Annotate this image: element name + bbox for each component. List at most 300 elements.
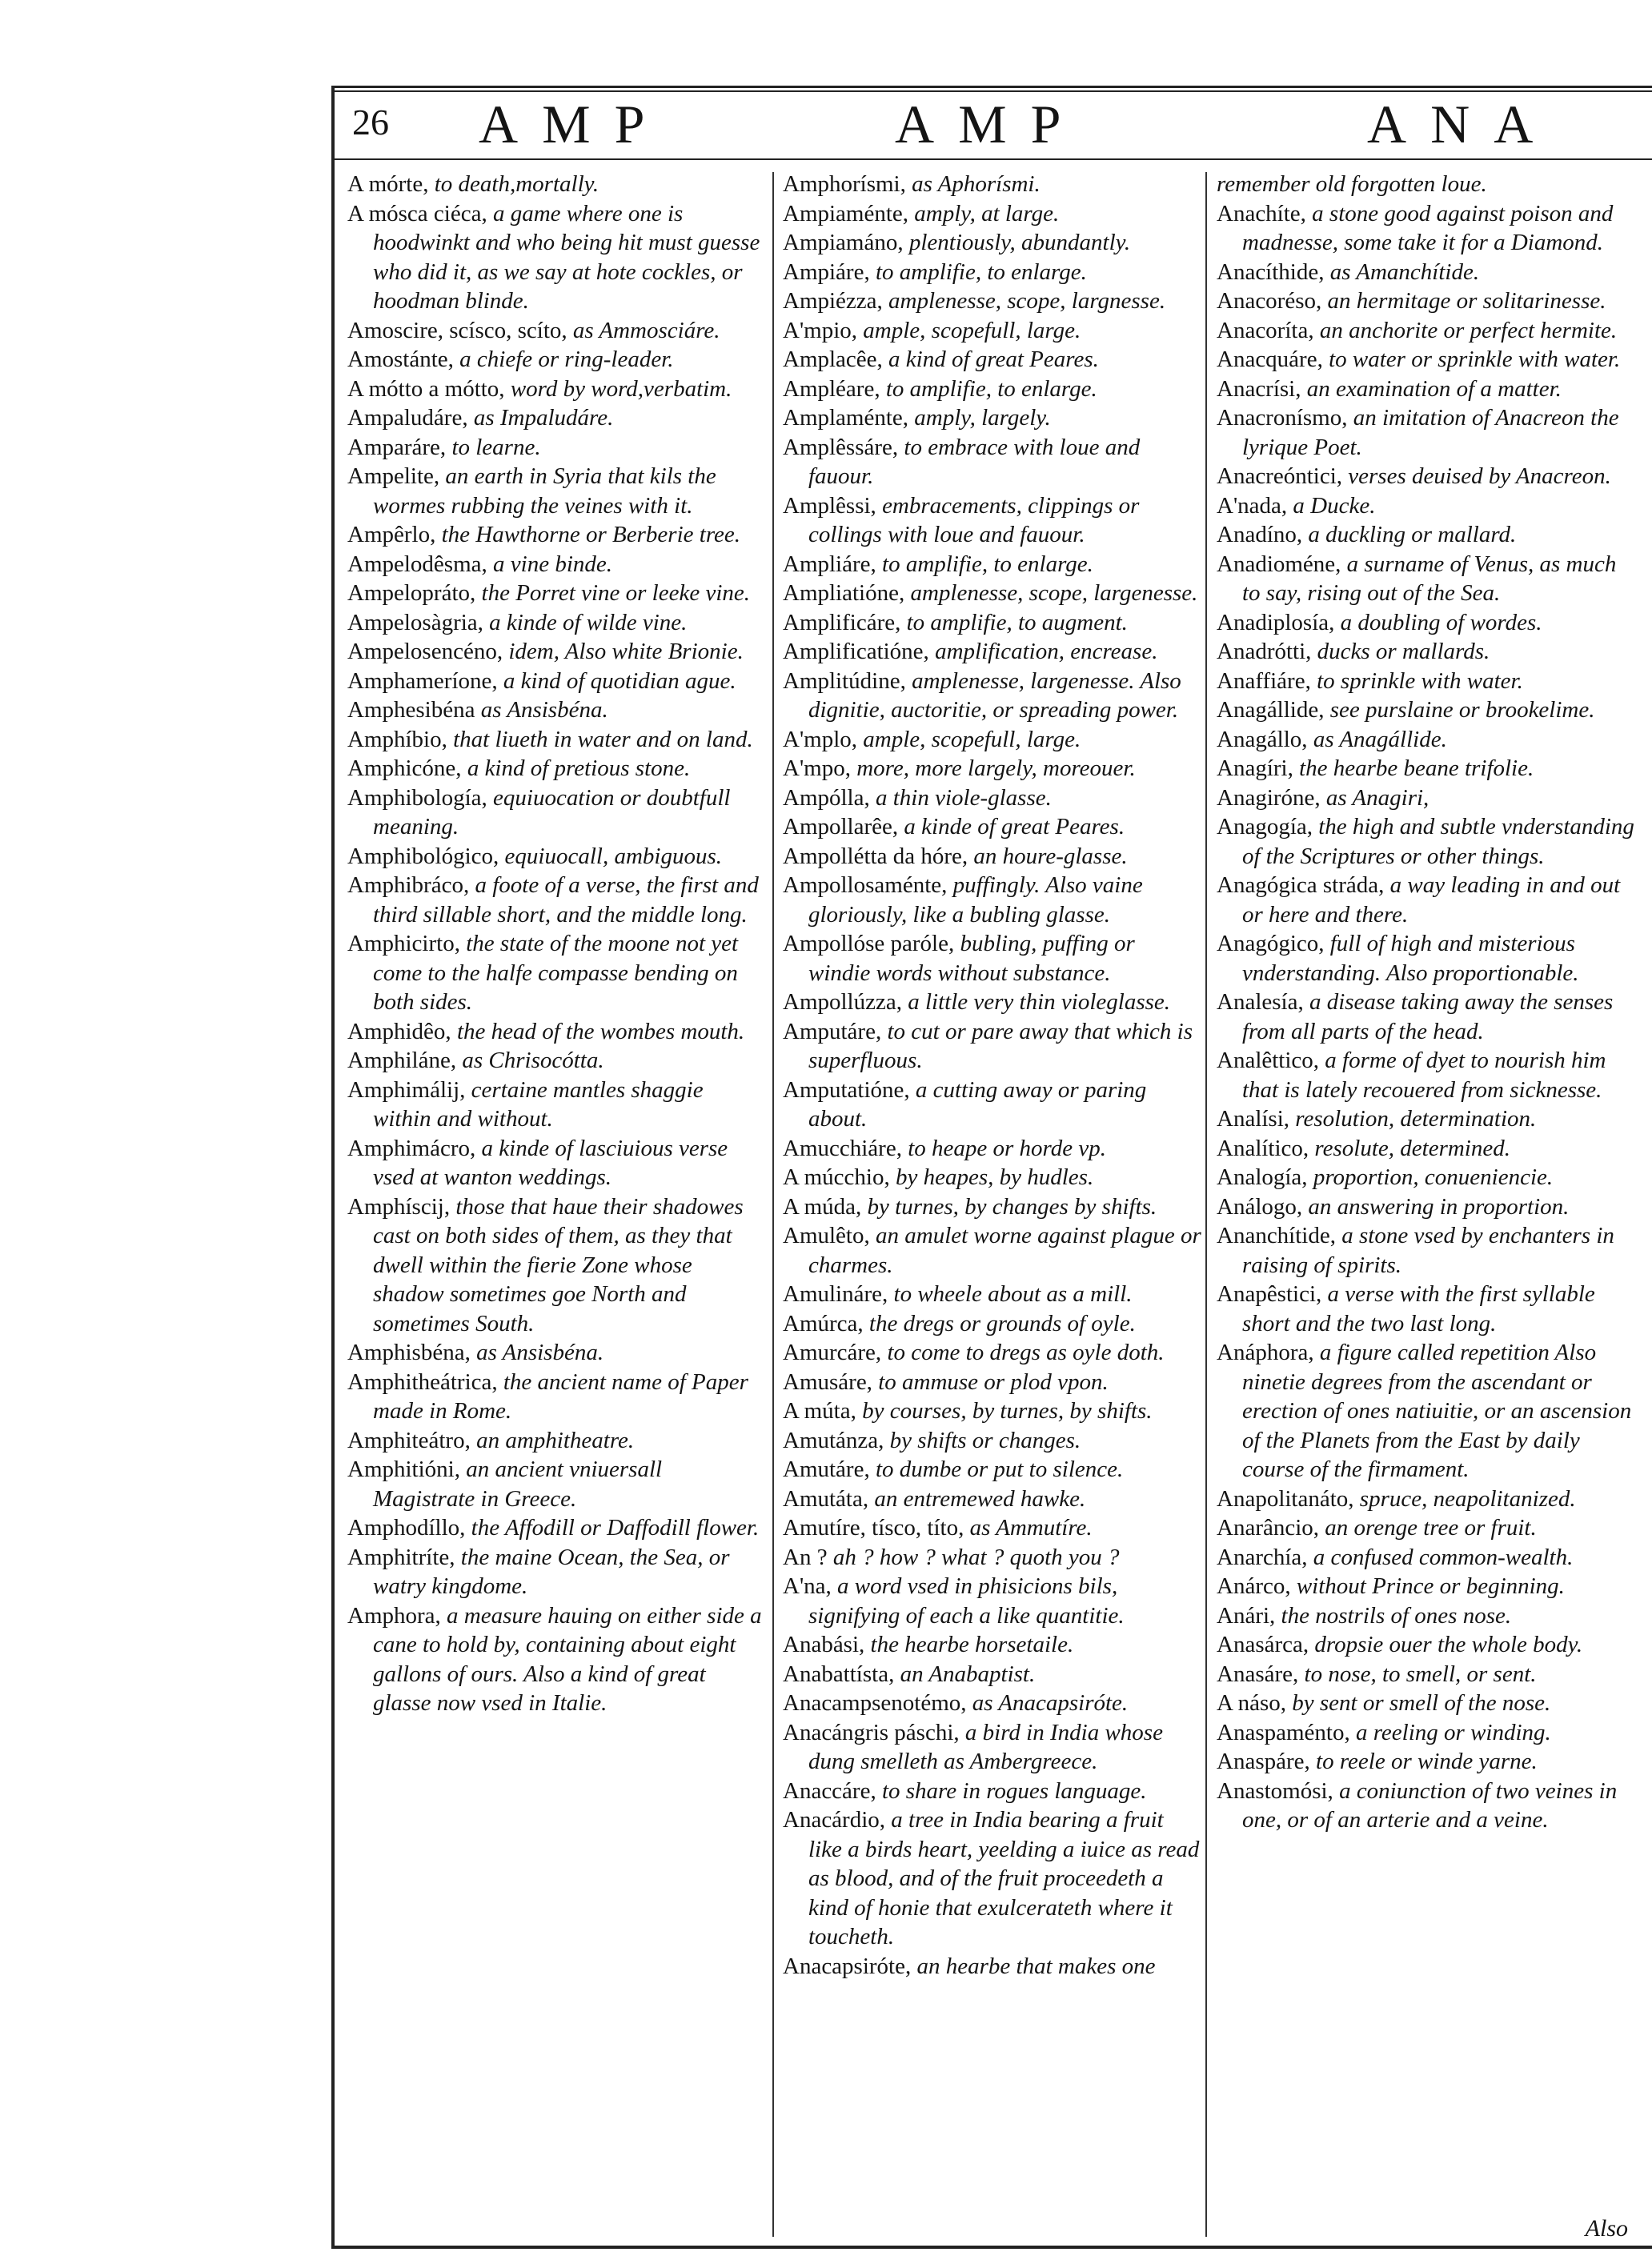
headword: A mósca ciéca, [347,200,487,226]
headword: Amphitióni, [347,1457,460,1482]
headword: Amplificatióne, [783,639,929,664]
headword: Anagállo, [1217,726,1308,752]
dictionary-entry [347,1134,765,1192]
definition: a surname of Venus, as much to say, rising out of the Sea. [1242,551,1617,606]
definition: spruce, neapolitanized. [1359,1485,1576,1512]
headword: A'nada, [1217,492,1288,519]
definition: an anchorite or perfect hermite. [1319,317,1618,343]
definition: amplification, encrease. [935,639,1158,664]
dictionary-entry [1217,491,1639,521]
dictionary-entry [347,375,765,404]
definition: ample, scopefull, large. [863,317,1081,343]
dictionary-entry [1217,1280,1639,1338]
headword: A múda, [783,1193,862,1220]
column-divider [772,172,774,2237]
dictionary-entry [1217,287,1639,316]
dictionary-entry [1217,1630,1639,1660]
definition: to cut or pare away that which is superfluous. [808,1018,1193,1073]
headword: Amphesibéna [347,697,475,723]
definition: a reeling or winding. [1355,1719,1551,1745]
definition: a thin viole-glasse. [876,784,1052,811]
dictionary-entry [347,316,765,346]
headword: Amphibráco, [347,872,470,898]
definition: an amphitheatre. [476,1427,635,1453]
top-rule [331,86,1652,88]
definition: as Chrisocótta. [462,1048,604,1073]
dictionary-entry [347,345,765,375]
definition: as Impaludáre. [473,405,614,431]
definition: without Prince or beginning. [1296,1573,1565,1599]
dictionary-entry [783,1426,1202,1456]
headword: Amphibología, [347,784,487,811]
dictionary-entry [1217,988,1639,1046]
dictionary-entry [347,1455,765,1513]
dictionary-entry [1217,695,1639,725]
headword: Anacampsenotémo, [783,1690,967,1716]
headword: Anacapsiróte, [783,1953,912,1979]
definition: an ancient vniuersall Magistrate in Greece. [373,1457,663,1512]
definition: a disease taking away the senses from all parts of the head. [1242,989,1614,1044]
dictionary-entry [1217,316,1639,346]
headword: Anagíri, [1217,755,1293,781]
dictionary-entry [783,637,1202,667]
dictionary-entry [1217,550,1639,608]
dictionary-entry [783,433,1202,491]
definition: a figure called repetition Also ninetie degrees from the ascendant or erection of ones natiuitie, or an ascension of the Planets from the East by daily course of the firmament. [1242,1340,1632,1482]
dictionary-entry [1217,258,1639,287]
definition: to sprinkle with water. [1317,667,1523,694]
headword: Amphitheátrica, [347,1368,498,1395]
definition: as Ammutíre. [969,1515,1093,1541]
definition: a coniunction of two veines in one, or of an arterie and a veine. [1242,1777,1618,1833]
headword: Amplêssi, [783,492,876,519]
definition: by turnes, by changes by shifts. [867,1193,1157,1220]
definition: an hermitage or solitarinesse. [1327,288,1606,314]
dictionary-entry [1217,462,1639,491]
definition: a stone vsed by enchanters in raising of spirits. [1242,1223,1614,1278]
dictionary-entry [1217,1192,1639,1222]
dictionary-entry [783,316,1202,346]
dictionary-entry [783,403,1202,433]
definition: an imitation of Anacreon the lyrique Poet. [1242,405,1619,460]
definition: a kinde of lasciuious verse vsed at wanton weddings. [373,1135,728,1190]
definition: an answering in proportion. [1308,1193,1570,1220]
definition: a stone good against poison and madnesse, some take it for a Diamond. [1242,200,1614,255]
definition: that liueth in water and on land. [453,726,753,752]
dictionary-entry [783,199,1202,229]
dictionary-entry [783,1805,1202,1952]
dictionary-entry [783,1543,1202,1573]
dictionary-entry [783,1660,1202,1689]
headword: Anagogía, [1217,814,1313,839]
definition: an examination of a matter. [1306,375,1562,402]
dictionary-entry [783,1017,1202,1076]
definition: to wheele about as a mill. [893,1281,1133,1307]
headword: Anári, [1217,1602,1276,1629]
dictionary-entry [1217,1163,1639,1192]
definition: bubling, puffing or windie words without substance. [808,931,1135,986]
definition: the dregs or grounds of oyle. [868,1310,1136,1336]
definition: by heapes, by hudles. [895,1164,1094,1190]
headword: Amphitríte, [347,1544,455,1570]
dictionary-entry [783,1777,1202,1806]
dictionary-entry [783,1368,1202,1397]
dictionary-entry [347,1338,765,1368]
headword: Ampliatióne, [783,580,905,606]
definition: ample, scopefull, large. [863,726,1081,752]
dictionary-entry [347,433,765,463]
headword: Anarchía, [1217,1544,1308,1570]
bottom-rule [331,2246,1652,2249]
headword: Amphicóne, [347,755,462,781]
dictionary-entry [783,754,1202,783]
headword: Anacreóntici, [1217,463,1343,489]
headword: Amphodíllo, [347,1515,466,1541]
definition: amplenesse, scope, largenesse. [910,580,1198,606]
definition: a duckling or mallard. [1308,522,1517,547]
headword: Amplaménte, [783,405,909,431]
headword: Anacoréso, [1217,288,1322,314]
header-rule [335,158,1652,160]
headword: Amphíscij, [347,1193,451,1220]
dictionary-entry [783,1221,1202,1280]
definition: the Hawthorne or Berberie tree. [441,522,741,547]
dictionary-entry [783,1630,1202,1660]
dictionary-entry [783,988,1202,1017]
headword: Ampelopráto, [347,580,476,606]
dictionary-entry [347,170,765,199]
dictionary-entry [1217,725,1639,755]
dictionary-entry [1217,1777,1639,1835]
page-number: 26 [352,102,389,142]
headword: Ampelosencéno, [347,639,503,664]
headword: Anasáre, [1217,1661,1299,1687]
header-left-guideword: AMP [479,94,669,154]
dictionary-entry [347,550,765,579]
dictionary-entry [347,695,765,725]
dictionary-entry [1217,1747,1639,1777]
dictionary-entry [1217,1689,1639,1718]
definition: to nose, to smell, or sent. [1304,1661,1537,1687]
definition: ah ? how ? what ? quoth you ? [832,1544,1120,1570]
headword: Anacíthide, [1217,258,1325,285]
definition: the state of the moone not yet come to the halfe compasse bending on both sides. [373,931,739,1015]
column-divider [1205,172,1207,2237]
definition: the Affodill or Daffodill flower. [471,1515,760,1541]
dictionary-entry [1217,1572,1639,1601]
headword: Amphiláne, [347,1048,457,1073]
dictionary-entry [783,842,1202,872]
headword: Ampelosàgria, [347,609,483,635]
definition: a game where one is hoodwinkt and who being hit must guesse who did it, as we say at hote cockles, or hoodman blinde. [373,200,760,314]
definition: certaine mantles shaggie within and without. [373,1076,704,1132]
dictionary-entry [1217,783,1639,813]
definition: a bird in India whose dung smelleth as Ambergreece. [808,1719,1163,1774]
dictionary-entry [347,1017,765,1047]
headword: Amutáre, [783,1457,870,1482]
dictionary-entry [1217,1485,1639,1514]
headword: Analêttico, [1217,1048,1320,1073]
dictionary-entry [783,1134,1202,1164]
headword: Anacoríta, [1217,317,1314,343]
headword: Anaspaménto, [1217,1719,1350,1745]
headword: Amparáre, [347,434,447,460]
headword: Anárco, [1217,1573,1291,1599]
definition: more, more largely, moreouer. [856,755,1136,781]
headword: Amphibológico, [347,843,499,869]
dictionary-entry [783,1280,1202,1309]
definition: verses deuised by Anacreon. [1348,463,1611,489]
headword: Amucchiáre, [783,1135,902,1161]
headword: Ampollóse paróle, [783,931,955,956]
headword: Anacronísmo, [1217,405,1348,431]
definition: as Aphorísmi. [912,171,1041,197]
headword: Ampléare, [783,375,880,402]
dictionary-entry [347,929,765,1017]
definition: as Anagállide. [1313,726,1447,752]
definition: an earth in Syria that kils the wormes rubbing the veines with it. [373,463,716,519]
headword: A mótto a mótto, [347,375,505,402]
headword: Analísi, [1217,1106,1290,1132]
headword: Ampollúzza, [783,989,902,1015]
headword: Ampollarêe, [783,814,899,839]
definition: a cutting away or paring about. [808,1076,1147,1132]
dictionary-entry [1217,1513,1639,1543]
headword: Ampollosaménte, [783,872,948,898]
dictionary-entry [347,608,765,638]
dictionary-entry [347,1426,765,1456]
headword: Amphimálij, [347,1076,466,1103]
dictionary-entry [1217,871,1639,929]
catchword: Also [1585,2215,1628,2242]
headword: Ananchítide, [1217,1223,1336,1248]
dictionary-entry [347,754,765,783]
dictionary-entry [783,725,1202,755]
definition: by shifts or changes. [889,1427,1081,1453]
definition: word by word,verbatim. [510,375,732,402]
headword: Amputáre, [783,1018,882,1044]
headword: A'na, [783,1573,832,1599]
definition: to learne. [451,434,541,460]
headword: A'mpio, [783,317,858,343]
definition: as Ansisbéna. [476,1340,604,1365]
definition: full of high and misterious vnderstanding. Also proportionable. [1242,931,1579,986]
definition: a kind of great Peares. [888,347,1099,372]
definition: to water or sprinkle with water. [1329,347,1621,372]
dictionary-entry [1217,375,1639,404]
dictionary-entry [783,1455,1202,1485]
definition: resolution, determination. [1295,1106,1537,1132]
definition: a confused common-wealth. [1313,1544,1574,1570]
dictionary-entry [1217,637,1639,667]
definition: a little very thin violeglasse. [908,989,1171,1015]
headword: Análogo, [1217,1193,1303,1220]
definition: a kind of pretious stone. [467,755,691,781]
dictionary-entry [783,287,1202,316]
dictionary-entry [347,1046,765,1076]
definition: an hearbe that makes one [916,1953,1156,1979]
dictionary-entry [783,1513,1202,1543]
headword: Amusáre, [783,1368,872,1395]
definition: a Ducke. [1293,492,1376,519]
dictionary-entry [347,1368,765,1426]
definition: a measure hauing on either side a cane to hold by, containing about eight gallons of ours. Also a kind of great glasse now vsed in Italie. [373,1602,762,1716]
definition: to heape or horde vp. [908,1135,1106,1161]
dictionary-entry [783,1309,1202,1339]
dictionary-entry [347,579,765,608]
definition: a kinde of great Peares. [904,814,1125,839]
definition: as Anagiri, [1325,784,1429,811]
column-1 [347,170,765,1718]
definition: the Porret vine or leeke vine. [481,580,751,606]
headword: Anaccáre, [783,1777,876,1804]
headword: Anachíte, [1217,200,1306,226]
definition: puffingly. Also vaine gloriously, like a bubling glasse. [808,872,1143,928]
definition: the ancient name of Paper made in Rome. [373,1368,748,1424]
headword: Anastomósi, [1217,1777,1333,1804]
definition: a verse with the first syllable short and the two last long. [1242,1281,1595,1336]
definition: a word vsed in phisicions bils, signifying of each a like quantitie. [808,1573,1125,1629]
dictionary-entry [783,871,1202,929]
headword: Amphisbéna, [347,1340,471,1365]
dictionary-entry [783,170,1202,199]
headword: Anáphora, [1217,1340,1314,1365]
dictionary-entry [347,637,765,667]
dictionary-entry [1217,345,1639,375]
definition: a forme of dyet to nourish him that is lately recouered from sicknesse. [1242,1048,1606,1103]
dictionary-entry [1217,1601,1639,1631]
headword: Ampollétta da hóre, [783,843,968,869]
running-header [335,93,1652,157]
headword: Amplêssáre, [783,434,899,460]
definition: see purslaine or brookelime. [1329,697,1595,723]
dictionary-entry [783,1396,1202,1426]
headword: Amutíre, tísco, títo, [783,1515,964,1541]
dictionary-entry [783,1338,1202,1368]
definition: ducks or mallards. [1317,639,1490,664]
dictionary-entry [1217,812,1639,871]
dictionary-entry [783,258,1202,287]
dictionary-entry [1217,520,1639,550]
left-rule [331,86,335,2249]
headword: Analítico, [1217,1135,1309,1161]
headword: Amplificáre, [783,609,901,635]
dictionary-entry [1217,1660,1639,1689]
headword: Anagállide, [1217,697,1325,723]
definition: an orenge tree or fruit. [1325,1515,1537,1541]
headword: Amurcáre, [783,1340,882,1365]
definition: to come to dregs as oyle doth. [887,1340,1165,1365]
definition: a way leading in and out or here and there. [1242,872,1621,928]
headword: An ? [783,1544,828,1570]
headword: Ampêrlo, [347,522,436,547]
dictionary-entry [1217,403,1639,462]
definition: to death,mortally. [434,171,599,197]
dictionary-entry [347,199,765,316]
dictionary-entry [783,929,1202,988]
headword: A'mplo, [783,726,858,752]
headword: Amphimácro, [347,1135,476,1161]
definition: the head of the wombes mouth. [456,1018,745,1044]
dictionary-entry [347,1192,765,1339]
definition: to ammuse or plod vpon. [878,1368,1109,1395]
dictionary-entry [783,550,1202,579]
definition: by courses, by turnes, by shifts. [862,1398,1153,1424]
definition: to embrace with loue and fauour. [808,434,1141,489]
headword: Amphameríone, [347,667,498,694]
dictionary-entry [1217,1338,1639,1485]
definition: those that haue their shadowes cast on both sides of them, as they that dwell within the fierie Zone whose shadow sometimes goe North and sometimes South. [373,1193,744,1336]
definition: amplenesse, largenesse. Also dignitie, auctoritie, or spreading power. [808,667,1181,723]
headword: Anagógica stráda, [1217,872,1385,898]
dictionary-entry [783,667,1202,725]
headword: Amoscire, scísco, scíto, [347,317,567,343]
definition: a vine binde. [493,551,612,577]
headword: Anarâncio, [1217,1515,1320,1541]
headword: Anacrísi, [1217,375,1301,402]
column-3 [1217,170,1639,1835]
dictionary-entry [1217,199,1639,258]
definition: an Anabaptist. [900,1661,1036,1687]
definition: plentiously, abundantly. [908,230,1131,255]
dictionary-entry [783,1163,1202,1192]
dictionary-entry [347,1543,765,1601]
headword: Anaspáre, [1217,1749,1310,1774]
column-2 [783,170,1202,1981]
header-center-guideword: AMP [895,94,1085,154]
definition: to reele or winde yarne. [1316,1749,1538,1774]
definition: equiuocall, ambiguous. [504,843,722,869]
headword: Amplacêe, [783,347,883,372]
definition: an amulet worne against plague or charmes. [808,1223,1201,1278]
definition: an entremewed hawke. [874,1485,1086,1512]
definition: the hearbe horsetaile. [870,1632,1074,1657]
definition: to amplifie, to enlarge. [875,258,1087,285]
headword: Anaffiáre, [1217,667,1311,694]
dictionary-entry [347,462,765,520]
dictionary-entry [783,1485,1202,1514]
dictionary-entry [783,345,1202,375]
headword: Anacángris páschi, [783,1719,960,1745]
headword: Anapolitanáto, [1217,1485,1354,1512]
dictionary-entry [783,1572,1202,1630]
definition: as Ammosciáre. [572,317,720,343]
dictionary-entry [347,1513,765,1543]
definition: a chiefe or ring-leader. [459,347,674,372]
headword: Amphorísmi, [783,171,906,197]
headword: Analogía, [1217,1164,1308,1190]
definition: amply, at large. [914,200,1060,226]
definition: as Amanchítide. [1329,258,1480,285]
headword: Amulináre, [783,1281,888,1307]
definition: a doubling of wordes. [1340,609,1542,635]
definition: to amplifie, to enlarge. [882,551,1093,577]
definition: idem, Also white Brionie. [508,639,744,664]
headword: Anagógico, [1217,931,1325,956]
headword: Anacárdio, [783,1807,886,1833]
headword: Amutánza, [783,1427,884,1453]
definition: the hearbe beane trifolie. [1299,755,1534,781]
definition: the nostrils of ones nose. [1281,1602,1512,1629]
dictionary-entry [783,491,1202,550]
definition: amply, largely. [914,405,1051,431]
dictionary-entry [783,1192,1202,1222]
definition: to dumbe or put to silence. [875,1457,1124,1482]
headword: Amphicirto, [347,931,460,956]
headword: Anabattísta, [783,1661,895,1687]
dictionary-entry [783,1952,1202,1982]
headword: Ampiézza, [783,288,883,314]
